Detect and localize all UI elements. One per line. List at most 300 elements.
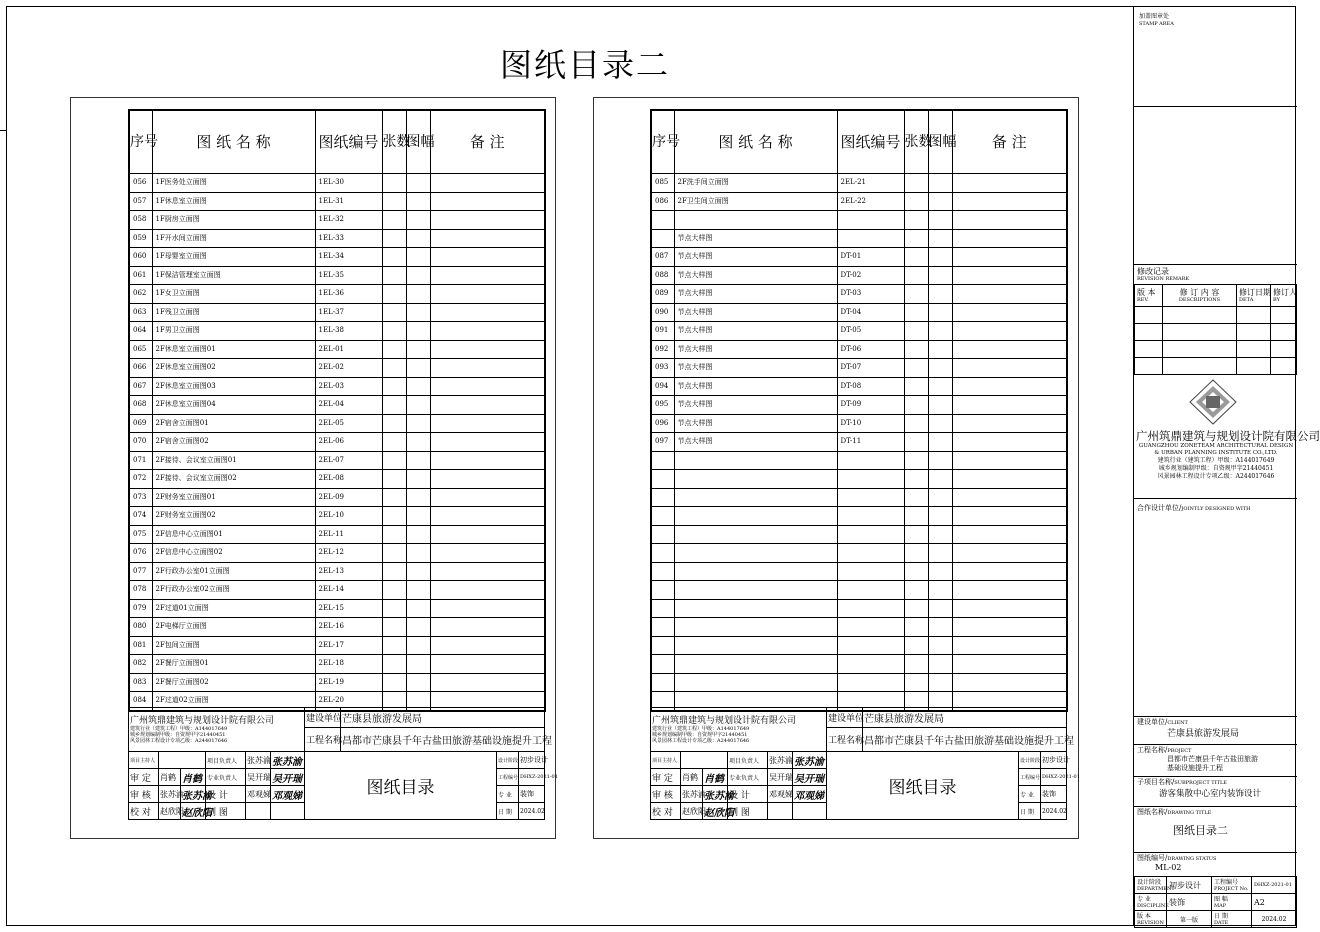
rp-sub-label-en: SUBPROJECT TITLE	[1174, 780, 1227, 786]
table-row	[651, 303, 1067, 322]
tb-exam-sig: 张苏渝	[703, 786, 728, 803]
row-seq: 079	[129, 599, 152, 618]
rp-sub-label: 子项目名称/	[1137, 778, 1175, 786]
row-seq: 085	[651, 174, 674, 193]
tb-design-sig: 邓观娣	[793, 786, 827, 803]
rp-date: 2024.02	[1252, 911, 1297, 928]
tb-qual1: 建筑行业（建筑工程）甲级：A144017649	[652, 725, 750, 732]
row-size	[406, 377, 430, 396]
row-seq	[651, 488, 674, 507]
row-code: DT-01	[837, 248, 904, 267]
rp-dwgno-label: 图纸编号/	[1137, 854, 1168, 862]
row-seq: 078	[129, 581, 152, 600]
row-note	[430, 433, 545, 452]
table-row	[651, 673, 1067, 692]
row-seq: 063	[129, 303, 152, 322]
row-count	[904, 525, 928, 544]
row-note	[952, 377, 1067, 396]
rp-client-label: 建设单位/	[1137, 718, 1168, 726]
table-row	[129, 414, 545, 433]
tb-check-label: 校 对	[651, 803, 681, 820]
row-code: 1EL-38	[315, 322, 382, 341]
row-name: 1F开水间立面图	[152, 229, 315, 248]
row-name: 2F财务室立面图01	[152, 488, 315, 507]
row-size	[928, 636, 952, 655]
rp-projno-label-en: PROJECT No.	[1214, 885, 1249, 892]
row-name: 2F财务室立面图02	[152, 507, 315, 526]
row-code: 2EL-21	[837, 174, 904, 193]
row-code	[837, 488, 904, 507]
row-seq: 060	[129, 248, 152, 267]
rev-label: 修改记录	[1137, 267, 1169, 276]
row-note	[952, 248, 1067, 267]
table-row	[651, 562, 1067, 581]
row-seq: 092	[651, 340, 674, 359]
row-count	[904, 303, 928, 322]
row-size	[928, 488, 952, 507]
row-name: 2F过道02立面图	[152, 692, 315, 711]
row-size	[928, 174, 952, 193]
row-name: 2F休息室立面图01	[152, 340, 315, 359]
row-count	[382, 229, 406, 248]
row-count	[904, 359, 928, 378]
row-note	[952, 322, 1067, 341]
row-note	[430, 377, 545, 396]
row-note	[430, 322, 545, 341]
row-name	[674, 581, 837, 600]
row-count	[904, 266, 928, 285]
table-row	[651, 451, 1067, 470]
row-seq: 056	[129, 174, 152, 193]
rp-projno: DHXZ-2021-01	[1252, 877, 1297, 894]
row-code	[837, 525, 904, 544]
row-code: 2EL-22	[837, 192, 904, 211]
table-row	[651, 581, 1067, 600]
row-seq: 089	[651, 285, 674, 304]
row-code: 2EL-03	[315, 377, 382, 396]
row-code: 2EL-01	[315, 340, 382, 359]
row-size	[406, 285, 430, 304]
row-code	[837, 618, 904, 637]
row-name: 2F洗手间立面图	[674, 174, 837, 193]
rp-title-label-en: DRAWING TITLE	[1167, 810, 1212, 816]
row-size	[928, 285, 952, 304]
row-size	[928, 248, 952, 267]
table-row	[129, 359, 545, 378]
tb-exam: 张苏渝	[681, 786, 703, 803]
row-seq	[651, 451, 674, 470]
tb-exam: 张苏渝	[159, 786, 181, 803]
row-count	[382, 340, 406, 359]
tb-date: 2024.02	[519, 803, 545, 820]
row-seq: 072	[129, 470, 152, 489]
table-row	[129, 562, 545, 581]
row-count	[904, 451, 928, 470]
row-count	[904, 174, 928, 193]
row-code: 1EL-30	[315, 174, 382, 193]
row-count	[904, 192, 928, 211]
row-name: 节点大样图	[674, 414, 837, 433]
tb-draw-label: 制 图	[728, 803, 768, 820]
row-count	[904, 599, 928, 618]
row-count	[904, 470, 928, 489]
drawing-list-2	[650, 109, 1068, 712]
row-count	[382, 451, 406, 470]
rp-ver: 第一版	[1167, 911, 1212, 928]
row-note	[952, 211, 1067, 230]
row-name: 2F休息室立面图04	[152, 396, 315, 415]
rp-size: A2	[1252, 894, 1297, 911]
row-size	[406, 673, 430, 692]
rp-ver-label-en: REVISION	[1137, 919, 1164, 926]
row-count	[382, 211, 406, 230]
rp-phase: 初步设计	[1167, 877, 1212, 894]
tb-phase: 初步设计	[519, 752, 545, 769]
rp-project-1: 昌都市芒康县千年古盐田旅游	[1167, 755, 1258, 763]
row-name	[674, 488, 837, 507]
row-code: 1EL-37	[315, 303, 382, 322]
row-size	[406, 396, 430, 415]
table-row	[129, 266, 545, 285]
row-seq: 097	[651, 433, 674, 452]
row-code: DT-06	[837, 340, 904, 359]
row-name: 节点大样图	[674, 229, 837, 248]
row-name	[674, 618, 837, 637]
row-seq: 069	[129, 414, 152, 433]
table-row	[129, 636, 545, 655]
table-row	[129, 377, 545, 396]
row-name: 2F卫生间立面图	[674, 192, 837, 211]
row-count	[382, 303, 406, 322]
row-name: 2F休息室立面图03	[152, 377, 315, 396]
row-seq: 065	[129, 340, 152, 359]
row-size	[406, 636, 430, 655]
rp-client-label-en: CLIENT	[1167, 720, 1188, 726]
row-size	[406, 618, 430, 637]
row-count	[382, 174, 406, 193]
rp-size-label: 图 幅	[1214, 895, 1228, 903]
row-seq: 076	[129, 544, 152, 563]
row-seq: 074	[129, 507, 152, 526]
row-name	[674, 451, 837, 470]
table-row	[129, 655, 545, 674]
row-name	[674, 525, 837, 544]
tb-client: 芒康县旅游发展局	[341, 708, 545, 728]
row-code	[837, 673, 904, 692]
row-seq: 064	[129, 322, 152, 341]
row-note	[430, 414, 545, 433]
row-name: 2F行政办公室02立面图	[152, 581, 315, 600]
header-size: 图幅	[928, 110, 952, 174]
row-size	[928, 211, 952, 230]
tb-projno-label: 工程编号	[497, 769, 519, 786]
row-size	[406, 229, 430, 248]
row-seq: 084	[129, 692, 152, 711]
row-seq: 082	[129, 655, 152, 674]
table-row	[129, 322, 545, 341]
tb-draw-label: 制 图	[206, 803, 246, 820]
table-row	[129, 174, 545, 193]
row-name: 节点大样图	[674, 248, 837, 267]
row-code: 2EL-02	[315, 359, 382, 378]
row-seq: 091	[651, 322, 674, 341]
tb-client-label: 建设单位	[827, 708, 863, 728]
row-seq: 088	[651, 266, 674, 285]
row-note	[952, 488, 1067, 507]
row-code: 1EL-31	[315, 192, 382, 211]
row-seq: 087	[651, 248, 674, 267]
table-row	[129, 229, 545, 248]
tb-approve-sig: 肖鹤	[703, 769, 728, 786]
row-code	[837, 507, 904, 526]
drawing-list-1	[128, 109, 546, 712]
tb-chief-label: 专业负责人	[206, 769, 246, 786]
tb-exam-label: 审 核	[651, 786, 681, 803]
tb-projno-label: 工程编号	[1019, 769, 1041, 786]
tb-project-label: 工程名称	[305, 728, 341, 752]
table-row	[651, 544, 1067, 563]
table-row	[129, 285, 545, 304]
row-count	[904, 636, 928, 655]
row-note	[952, 229, 1067, 248]
tb-leader-label: 项目主持人	[651, 752, 681, 769]
table-row	[651, 470, 1067, 489]
tb-leader-label: 项目主持人	[129, 752, 159, 769]
row-note	[952, 618, 1067, 637]
row-code	[837, 211, 904, 230]
header-size: 图幅	[406, 110, 430, 174]
table-row	[651, 507, 1067, 526]
table-row	[129, 544, 545, 563]
row-note	[430, 507, 545, 526]
table-row	[129, 581, 545, 600]
row-name: 节点大样图	[674, 285, 837, 304]
row-count	[382, 322, 406, 341]
row-code: 2EL-05	[315, 414, 382, 433]
row-note	[952, 303, 1067, 322]
table-row	[651, 599, 1067, 618]
rp-company: 广州筑鼎建筑与规划设计院有限公司	[1136, 429, 1320, 443]
row-seq: 066	[129, 359, 152, 378]
row-code: DT-10	[837, 414, 904, 433]
row-note	[430, 655, 545, 674]
table-row	[651, 211, 1067, 230]
tb-pm-label: 项目负责人	[728, 752, 768, 769]
row-count	[382, 636, 406, 655]
row-seq	[651, 211, 674, 230]
tb-check-label: 校 对	[129, 803, 159, 820]
table-row	[651, 655, 1067, 674]
tb-pm-label: 项目负责人	[206, 752, 246, 769]
row-seq: 075	[129, 525, 152, 544]
row-code	[837, 599, 904, 618]
row-name	[674, 562, 837, 581]
row-size	[406, 488, 430, 507]
row-count	[904, 377, 928, 396]
header-name: 图 纸 名 称	[674, 110, 837, 174]
row-name: 2F包间立面图	[152, 636, 315, 655]
rp-qual1: 建筑行业（建筑工程）甲级：A144017649	[1157, 457, 1275, 464]
tb-pm: 张苏渝	[246, 752, 271, 769]
row-name: 2F信息中心立面图01	[152, 525, 315, 544]
header-name: 图 纸 名 称	[152, 110, 315, 174]
row-seq: 083	[129, 673, 152, 692]
table-row	[651, 248, 1067, 267]
tb-qual2: 城乡规划编制甲级：自资规甲字21440451	[652, 731, 748, 738]
tb-chief: 吴开瑞	[246, 769, 271, 786]
row-seq	[651, 618, 674, 637]
rp-ver-label: 版 本	[1137, 912, 1151, 920]
row-note	[430, 525, 545, 544]
row-code: DT-08	[837, 377, 904, 396]
table-row	[651, 229, 1067, 248]
rp-qual2: 城乡规划编制甲级：自资规甲字21440451	[1158, 465, 1274, 472]
page-title: 图纸目录二	[500, 46, 671, 84]
row-code	[837, 636, 904, 655]
row-size	[928, 340, 952, 359]
tb-design: 邓观娣	[246, 786, 271, 803]
row-count	[904, 544, 928, 563]
row-note	[430, 488, 545, 507]
title-block-1	[128, 707, 558, 820]
row-size	[406, 248, 430, 267]
row-size	[928, 433, 952, 452]
row-code: DT-09	[837, 396, 904, 415]
row-code: DT-03	[837, 285, 904, 304]
row-note	[952, 636, 1067, 655]
row-size	[928, 673, 952, 692]
row-name: 1F保洁管理室立面图	[152, 266, 315, 285]
row-note	[952, 359, 1067, 378]
row-code	[837, 581, 904, 600]
row-name	[674, 470, 837, 489]
row-name: 1F医务处立面图	[152, 174, 315, 193]
row-size	[928, 303, 952, 322]
row-note	[430, 248, 545, 267]
row-seq: 086	[651, 192, 674, 211]
rp-spec-label: 专 业	[1137, 895, 1151, 903]
tb-pm-sig: 张苏渝	[793, 752, 827, 769]
tb-company: 广州筑鼎建筑与规划设计院有限公司	[130, 715, 275, 726]
row-note	[430, 562, 545, 581]
rp-project-label-en: PROJECT	[1167, 748, 1192, 754]
tb-exam-label: 审 核	[129, 786, 159, 803]
table-row	[129, 248, 545, 267]
tb-qual1: 建筑行业（建筑工程）甲级：A144017649	[130, 725, 228, 732]
row-note	[430, 581, 545, 600]
row-seq	[651, 636, 674, 655]
row-name: 1F男卫立面图	[152, 322, 315, 341]
row-count	[382, 488, 406, 507]
row-seq	[651, 507, 674, 526]
header-count: 张数	[904, 110, 928, 174]
row-size	[928, 229, 952, 248]
row-name: 2F过道01立面图	[152, 599, 315, 618]
tb-design-sig: 邓观娣	[271, 786, 305, 803]
rp-company-en2: & URBAN PLANNING INSTITUTE CO.,LTD.	[1154, 450, 1278, 456]
row-seq: 071	[129, 451, 152, 470]
row-size	[928, 525, 952, 544]
row-count	[382, 192, 406, 211]
row-count	[904, 322, 928, 341]
row-seq	[651, 655, 674, 674]
tb-qual3: 风景园林工程设计专项乙级：A244017646	[652, 737, 750, 744]
tb-phase: 初步设计	[1041, 752, 1067, 769]
row-size	[406, 359, 430, 378]
tb-design: 邓观娣	[768, 786, 793, 803]
row-name: 2F接待、会议室立面图01	[152, 451, 315, 470]
row-code: 1EL-35	[315, 266, 382, 285]
row-note	[430, 340, 545, 359]
header-count: 张数	[382, 110, 406, 174]
row-code: 2EL-15	[315, 599, 382, 618]
row-note	[430, 451, 545, 470]
tb-project: 昌都市芒康县千年古盐田旅游基础设施提升工程	[341, 728, 545, 752]
header-seq: 序号	[129, 110, 152, 174]
row-size	[928, 322, 952, 341]
rp-meta-table	[1134, 876, 1297, 928]
row-note	[952, 544, 1067, 563]
rp-title: 图纸目录二	[1173, 824, 1228, 837]
table-row	[651, 359, 1067, 378]
rp-project-2: 基础设施提升工程	[1167, 764, 1223, 772]
row-code: 2EL-07	[315, 451, 382, 470]
tb-spec: 装饰	[519, 786, 545, 803]
row-count	[382, 507, 406, 526]
rp-title-label: 图纸名称/	[1137, 808, 1168, 816]
row-count	[382, 248, 406, 267]
tb-pm: 张苏渝	[768, 752, 793, 769]
row-size	[928, 396, 952, 415]
tb-approve-sig: 肖鹤	[181, 769, 206, 786]
row-code: 2EL-10	[315, 507, 382, 526]
row-name: 2F餐厅立面图01	[152, 655, 315, 674]
row-code: DT-02	[837, 266, 904, 285]
row-name: 1F休息室立面图	[152, 192, 315, 211]
row-code: 2EL-08	[315, 470, 382, 489]
row-seq: 080	[129, 618, 152, 637]
row-size	[928, 507, 952, 526]
row-size	[406, 192, 430, 211]
row-note	[430, 544, 545, 563]
table-row	[129, 525, 545, 544]
row-count	[382, 581, 406, 600]
row-size	[928, 266, 952, 285]
row-code	[837, 562, 904, 581]
row-count	[382, 285, 406, 304]
row-count	[382, 377, 406, 396]
row-count	[382, 525, 406, 544]
tb-exam-sig: 张苏渝	[181, 786, 206, 803]
row-seq: 077	[129, 562, 152, 581]
row-note	[430, 174, 545, 193]
row-note	[430, 211, 545, 230]
tb-drawing-title: 图纸目录	[827, 752, 1019, 820]
row-count	[382, 359, 406, 378]
row-note	[952, 266, 1067, 285]
row-note	[952, 673, 1067, 692]
rev-h-desc-en: DESCRIPTIONS	[1178, 297, 1221, 303]
row-seq	[651, 544, 674, 563]
row-name	[674, 599, 837, 618]
rev-h-date-en: DETA	[1239, 297, 1254, 303]
stamp-label: 加盖图章处	[1139, 13, 1170, 20]
row-seq: 094	[651, 377, 674, 396]
row-size	[406, 174, 430, 193]
row-note	[430, 618, 545, 637]
row-note	[430, 303, 545, 322]
row-name: 2F休息室立面图02	[152, 359, 315, 378]
